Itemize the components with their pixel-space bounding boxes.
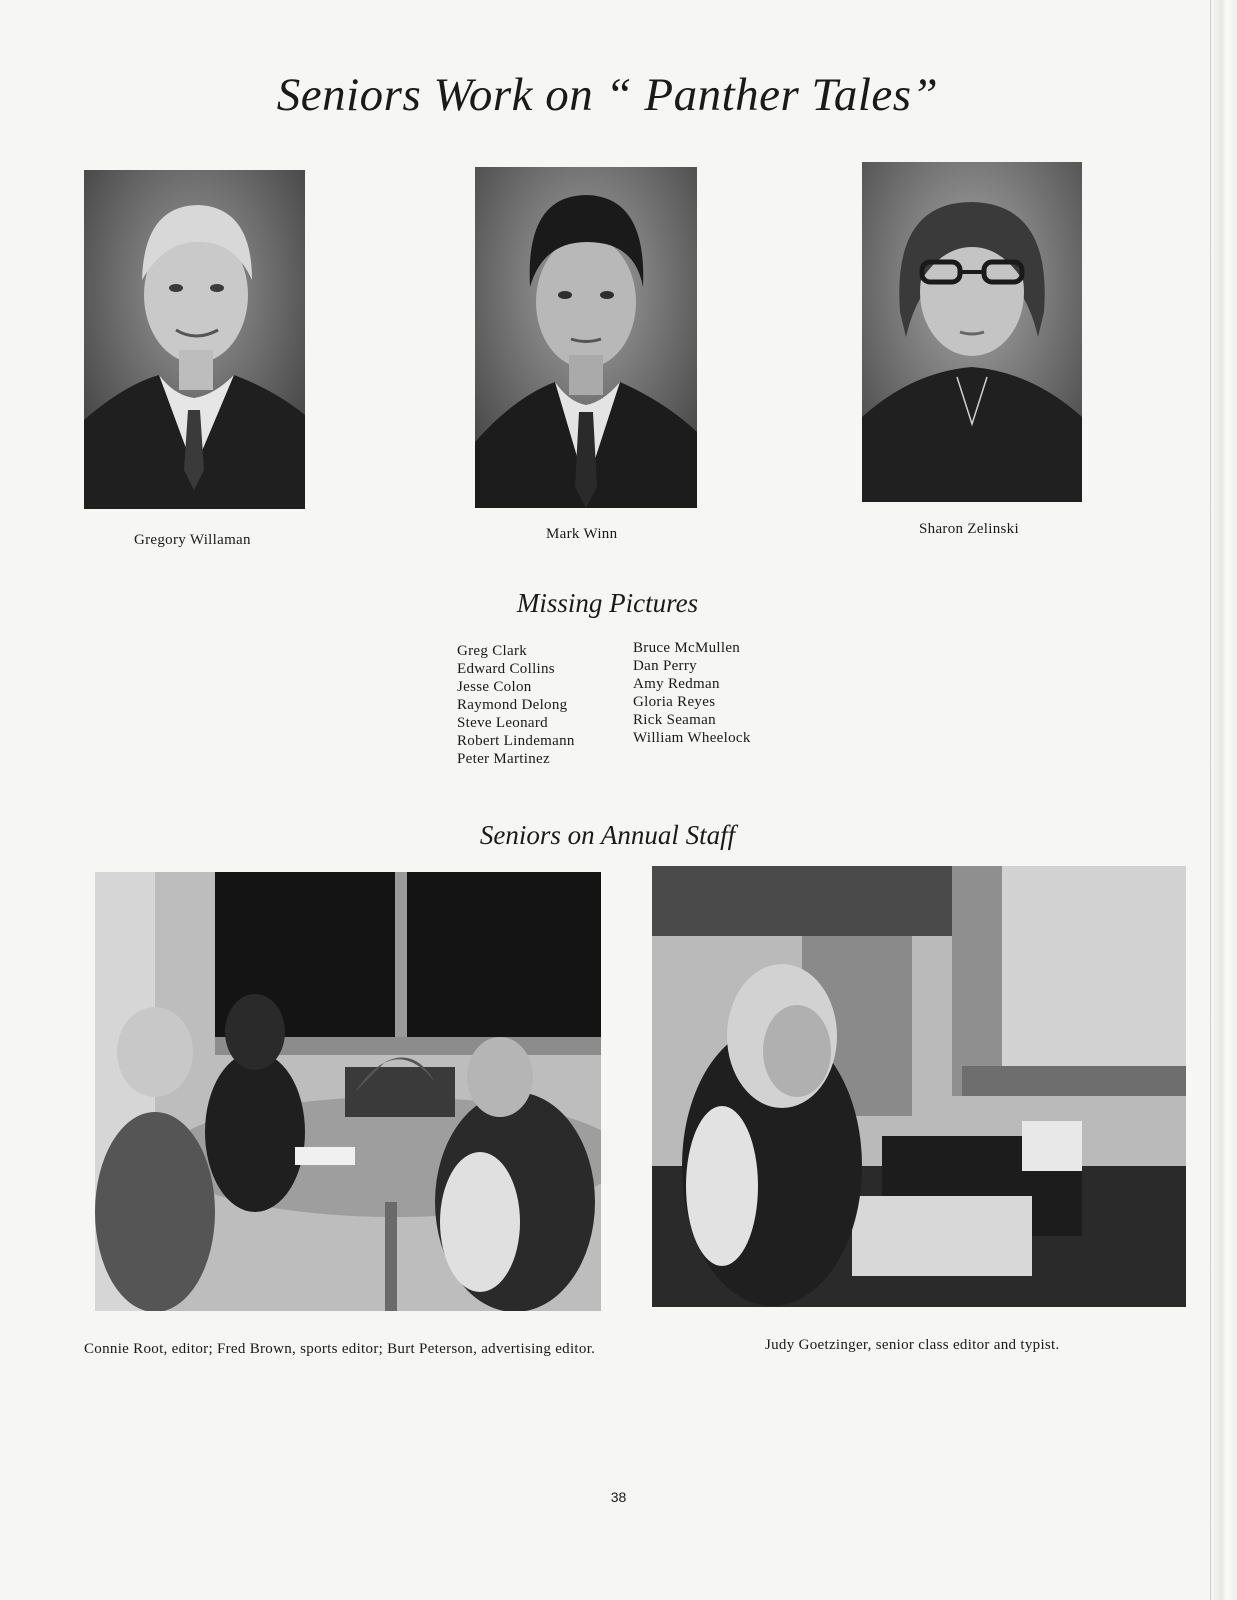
page-binding-edge: [1210, 0, 1237, 1600]
portrait-photo-sharon-zelinski: [862, 162, 1082, 502]
page-title: Seniors Work on “ Panther Tales”: [276, 69, 939, 121]
list-item: Edward Collins: [457, 661, 555, 677]
missing-pictures-heading: Missing Pictures: [516, 588, 699, 618]
list-item: Steve Leonard: [457, 715, 548, 731]
list-item: Greg Clark: [457, 643, 528, 659]
annual-staff-photo-table: [95, 872, 601, 1311]
list-item: Raymond Delong: [457, 697, 568, 713]
list-item: Robert Lindemann: [457, 733, 575, 749]
list-item: Rick Seaman: [633, 712, 716, 728]
list-item: William Wheelock: [633, 730, 751, 746]
missing-pictures-list-right: [633, 639, 751, 747]
page-number: 38: [610, 1489, 627, 1505]
list-item: Jesse Colon: [457, 679, 532, 695]
annual-staff-photo-typist: [652, 866, 1186, 1307]
list-item: Peter Martinez: [457, 751, 550, 767]
list-item: Bruce McMullen: [633, 640, 741, 656]
list-item: Gloria Reyes: [633, 694, 716, 710]
annual-staff-caption-left: Connie Root, editor; Fred Brown, sports editor; Burt Peterson, advertising editor.: [84, 1341, 596, 1357]
list-item: Amy Redman: [633, 676, 720, 692]
portrait-photo-mark-winn: [475, 167, 697, 508]
portrait-photo-gregory-willaman: [84, 170, 305, 509]
missing-pictures-list-left: [457, 642, 575, 768]
portrait-caption: Gregory Willaman: [134, 532, 251, 548]
annual-staff-heading: Seniors on Annual Staff: [479, 820, 736, 850]
annual-staff-caption-right: Judy Goetzinger, senior class editor and typist.: [765, 1337, 1060, 1353]
list-item: Dan Perry: [633, 658, 697, 674]
portrait-caption: Sharon Zelinski: [919, 521, 1019, 537]
portrait-caption: Mark Winn: [546, 526, 618, 542]
